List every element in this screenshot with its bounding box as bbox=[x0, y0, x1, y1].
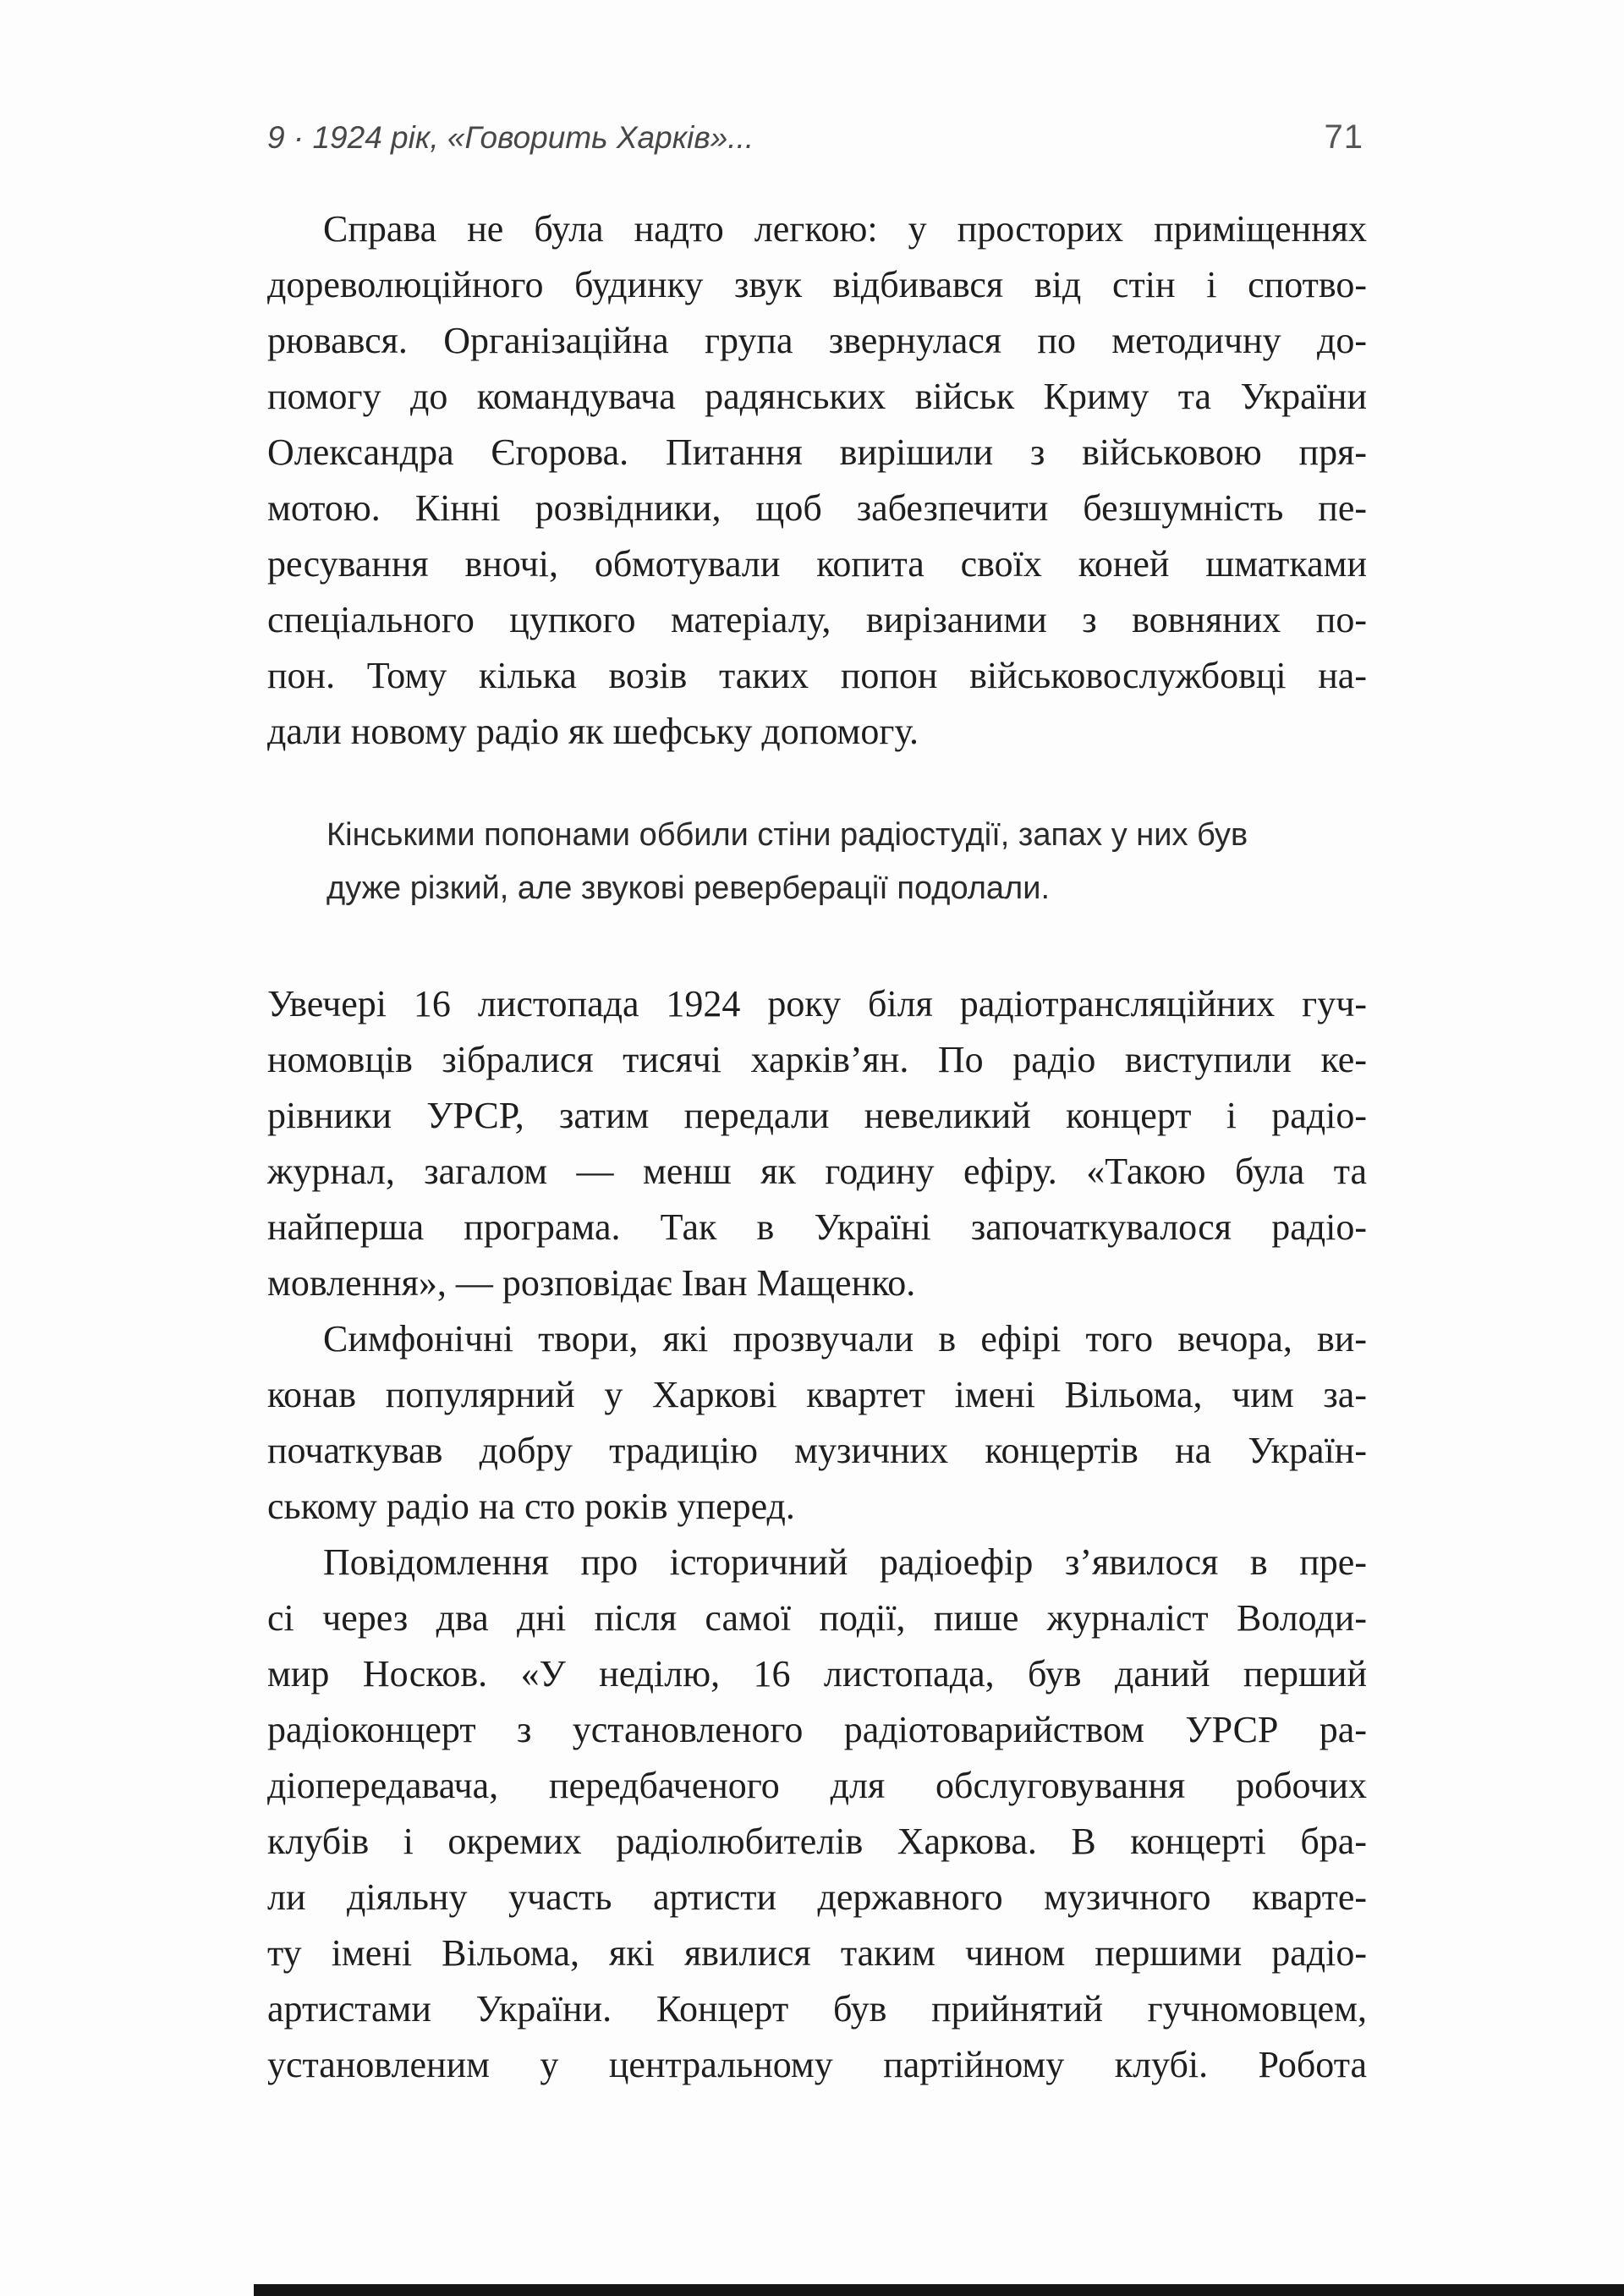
text-line: Повідомлення про історичний радіоефір з’явилося в пре- bbox=[323, 1541, 1367, 1583]
text-line: дореволюційного будинку звук відбивався від стін і спотво- bbox=[267, 264, 1367, 305]
text-line: пон. Тому кілька возів таких попон військовослужбовці на- bbox=[267, 655, 1367, 696]
text-line: Справа не була надто легкою: у просторих приміщеннях bbox=[323, 208, 1367, 250]
text-line: радіоконцерт з установленого радіотоварийством УРСР ра- bbox=[267, 1709, 1367, 1750]
text-line: Кінськими попонами оббили стіни радіостудії, запах у них був bbox=[326, 817, 1248, 853]
text-line: діопередавача, передбаченого для обслуговування робочих bbox=[267, 1765, 1367, 1806]
paragraph-2 bbox=[267, 976, 1367, 1311]
text-line: артистами України. Концерт був прийнятий гучномовцем, bbox=[267, 1988, 1367, 2030]
text-line: початкував добру традицію музичних концертів на Україн- bbox=[267, 1430, 1367, 1471]
text-line: дуже різкий, але звукові реверберації подолали. bbox=[326, 871, 1051, 906]
running-header bbox=[267, 117, 1363, 158]
text-line: рювався. Організаційна група звернулася по методичну до- bbox=[267, 320, 1367, 361]
text-line: ресування вночі, обмотували копита своїх коней шматками bbox=[267, 543, 1367, 585]
text-line: мовлення», — розповідає Іван Мащенко. bbox=[267, 1262, 916, 1304]
text-line: ли діяльну участь артисти державного музичного кварте- bbox=[267, 1876, 1367, 1918]
scan-edge-artifact bbox=[254, 2284, 1624, 2296]
text-line: Олександра Єгорова. Питання вирішили з військовою пря- bbox=[267, 431, 1367, 473]
running-title: 9 · 1924 рік, «Говорить Харків»... bbox=[267, 120, 754, 155]
text-line: номовців зібралися тисячі харків’ян. По радіо виступили ке- bbox=[267, 1039, 1367, 1080]
text-line: рівники УРСР, затим передали невеликий концерт і радіо- bbox=[267, 1095, 1367, 1136]
paragraph-1 bbox=[267, 201, 1367, 760]
paragraph-3 bbox=[267, 1311, 1367, 1535]
text-line: журнал, загалом — менш як годину ефіру. «Такою була та bbox=[267, 1151, 1367, 1192]
text-line: помогу до командувача радянських військ Криму та України bbox=[267, 376, 1367, 417]
text-line: мотою. Кінні розвідники, щоб забезпечити безшумність пе- bbox=[267, 487, 1367, 529]
text-line: сі через два дні після самої події, пише журналіст Володи- bbox=[267, 1597, 1367, 1639]
text-line: дали новому радіо як шефську допомогу. bbox=[267, 711, 919, 752]
text-line: найперша програма. Так в Україні започаткувалося радіо- bbox=[267, 1206, 1367, 1248]
body-text bbox=[267, 201, 1367, 2093]
text-line: Увечері 16 листопада 1924 року біля радіотрансляційних гуч- bbox=[267, 983, 1367, 1024]
text-line: установленим у центральному партійному клубі. Робота bbox=[267, 2044, 1367, 2085]
text-line: Симфонічні твори, які прозвучали в ефірі того вечора, ви- bbox=[323, 1318, 1367, 1359]
text-line: конав популярний у Харкові квартет імені Вільома, чим за- bbox=[267, 1374, 1367, 1415]
text-line: ському радіо на сто років уперед. bbox=[267, 1486, 795, 1527]
text-line: мир Носков. «У неділю, 16 листопада, був даний перший bbox=[267, 1653, 1367, 1695]
text-line: ту імені Вільома, які явилися таким чином першими радіо- bbox=[267, 1932, 1367, 1974]
paragraph-4 bbox=[267, 1535, 1367, 2093]
page-number: 71 bbox=[1324, 118, 1363, 156]
text-line: клубів і окремих радіолюбителів Харкова. В концерті бра- bbox=[267, 1821, 1367, 1862]
text-line: спеціального цупкого матеріалу, вирізаними з вовняних по- bbox=[267, 599, 1367, 640]
pull-quote bbox=[267, 809, 1367, 915]
